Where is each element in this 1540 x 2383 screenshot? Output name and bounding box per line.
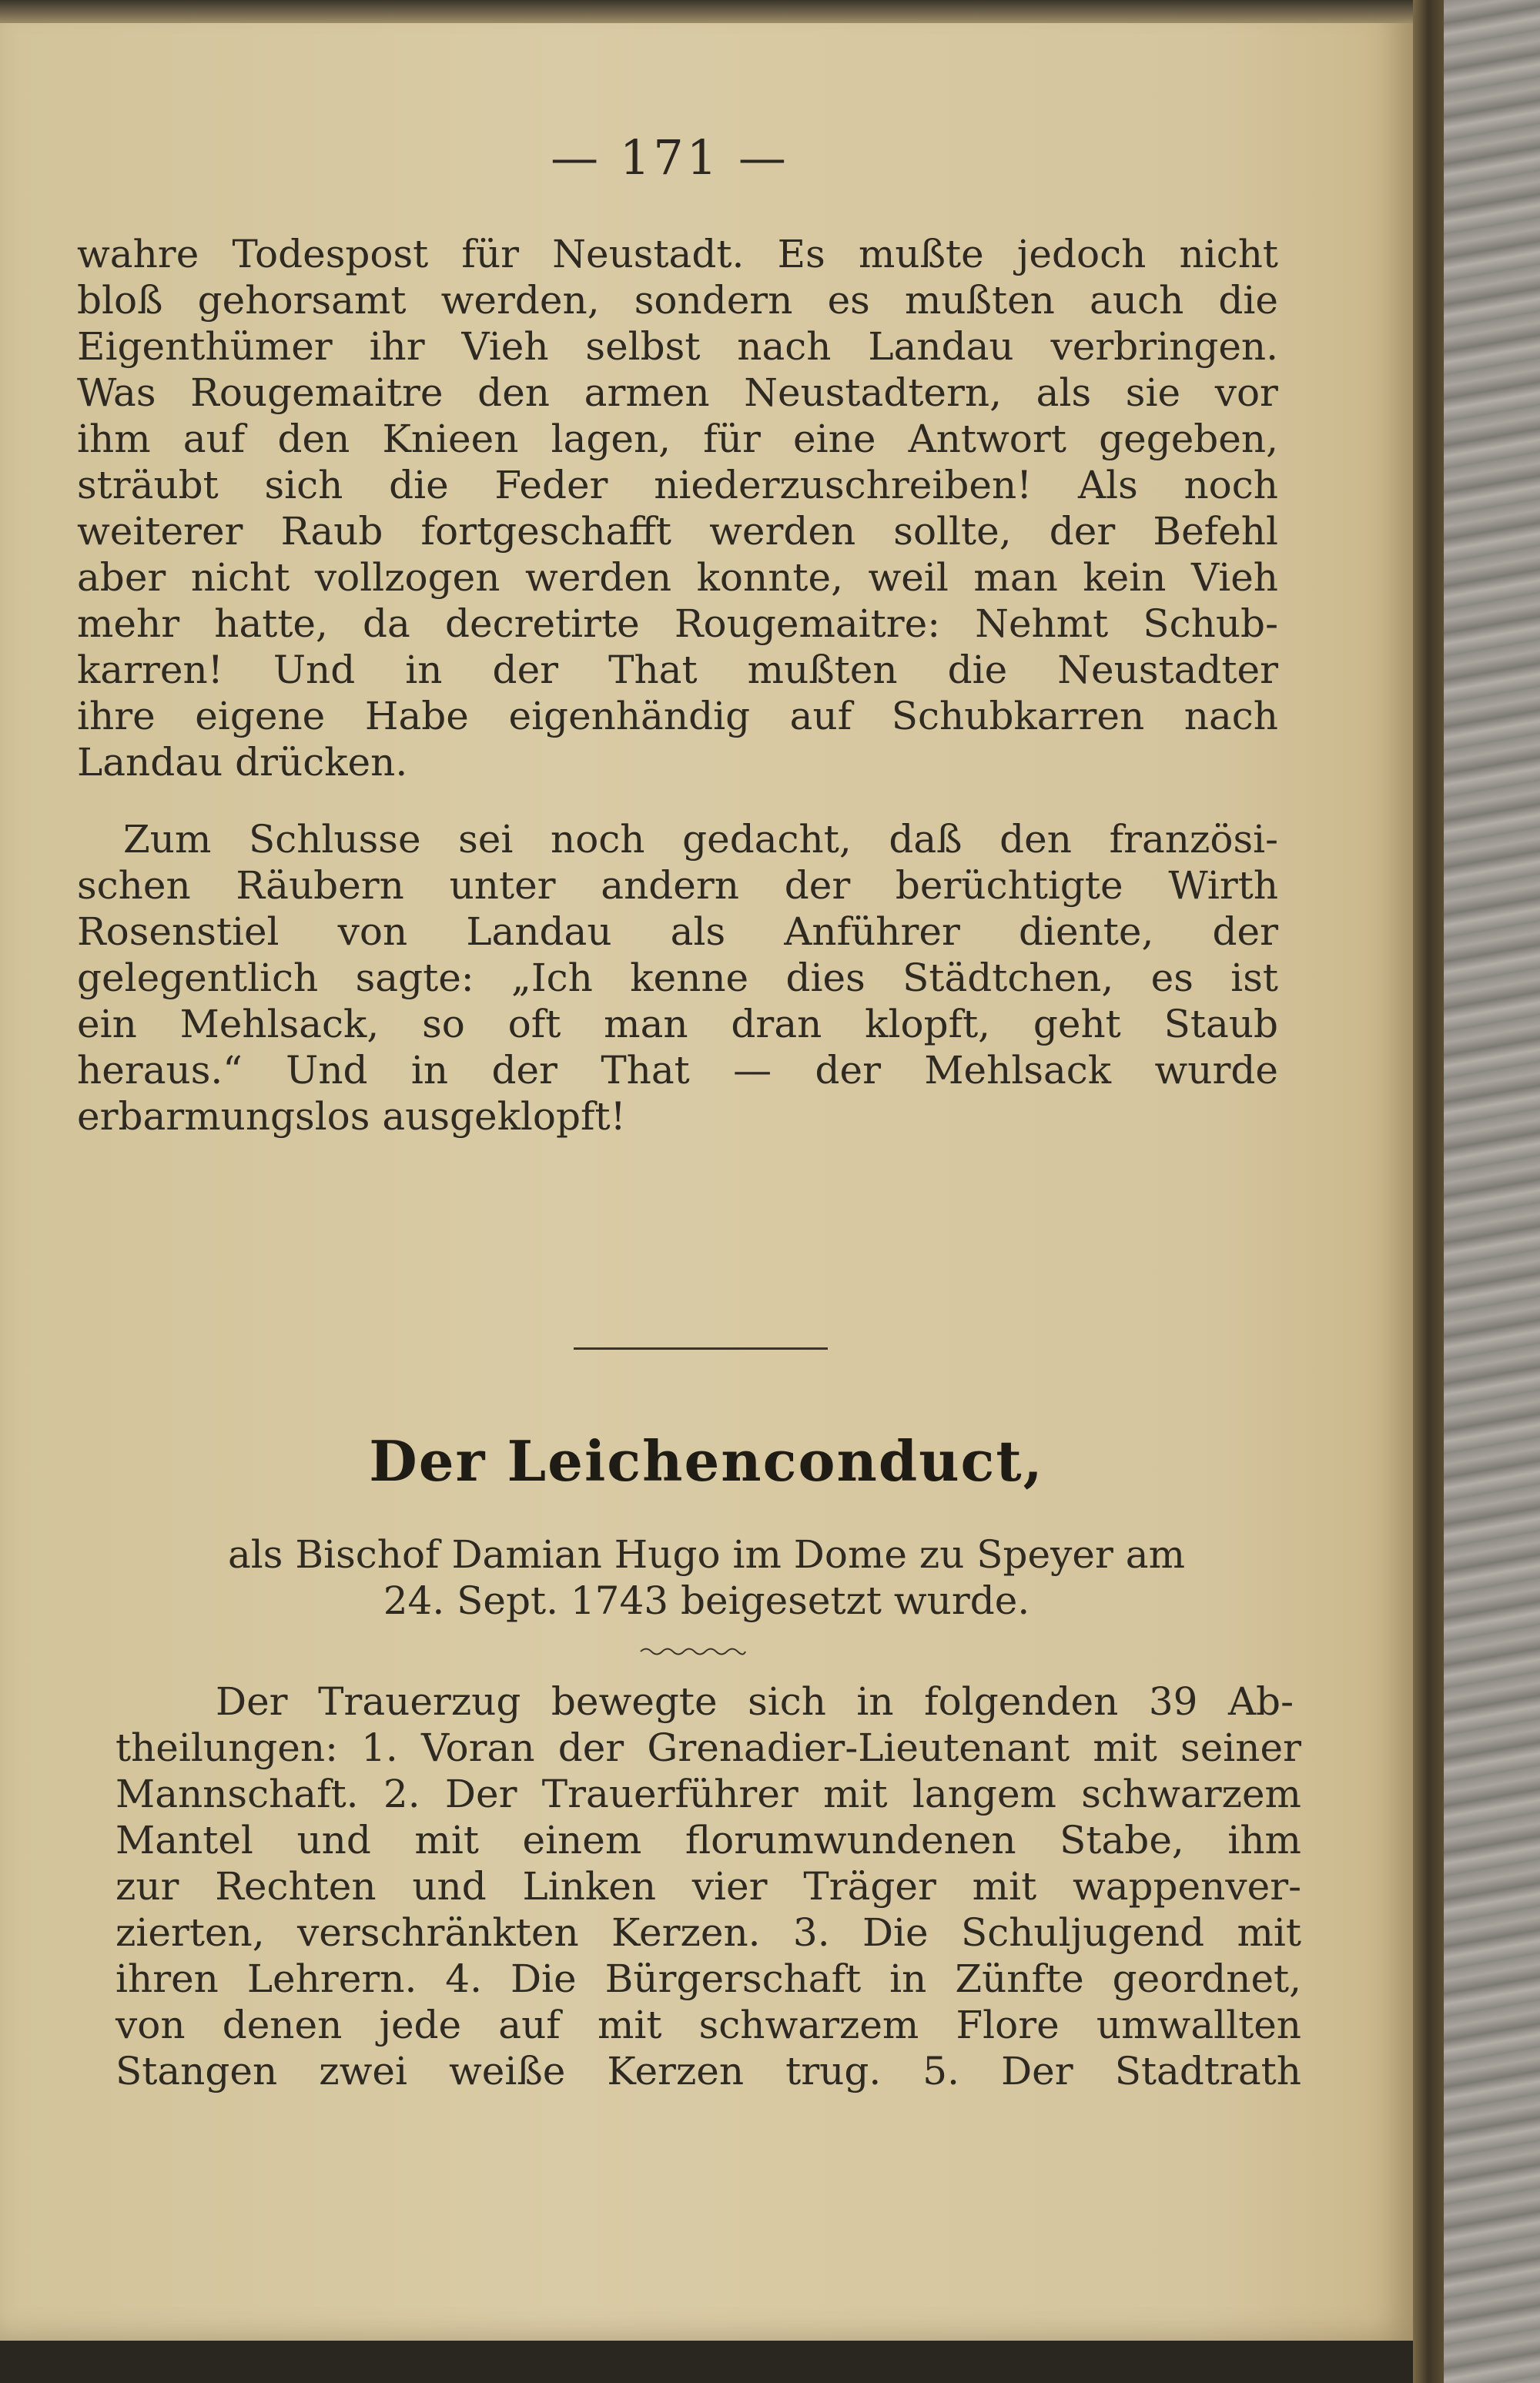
text-line: schen Räubern unter andern der berüchtigte Wirth <box>77 863 1279 908</box>
book-spine <box>1413 0 1444 2383</box>
text-line: aber nicht vollzogen werden konnte, weil man kein Vieh <box>77 555 1278 600</box>
text-line: mehr hatte, da decretirte Rougemaitre: Nehmt Schub- <box>77 601 1278 646</box>
text-line: wahre Todespost für Neustadt. Es mußte jedoch nicht <box>77 232 1279 276</box>
text-line: Rosenstiel von Landau als Anführer diente, der <box>77 909 1278 954</box>
page-number: — 171 — <box>551 129 789 186</box>
text-line: Mantel und mit einem florumwundenen Stabe, ihm <box>116 1818 1301 1863</box>
text-line: ihre eigene Habe eigenhändig auf Schubkarren nach <box>77 694 1278 738</box>
text-line: karren! Und in der That mußten die Neustadter <box>77 648 1278 692</box>
text-line: weiterer Raub fortgeschafft werden sollte, der Befehl <box>77 509 1278 554</box>
text-line: zur Rechten und Linken vier Träger mit wappenver- <box>116 1864 1301 1909</box>
text-line: erbarmungslos ausgeklopft! <box>77 1094 626 1139</box>
text-line: heraus.“ Und in der That — der Mehlsack wurde <box>77 1048 1278 1093</box>
text-line: ihren Lehrern. 4. Die Bürgerschaft in Zünfte geordnet, <box>116 1956 1302 2001</box>
section-divider <box>574 1347 828 1350</box>
book-cover-edge <box>1444 0 1540 2383</box>
text-line: Stangen zwei weiße Kerzen trug. 5. Der Stadtrath <box>116 2049 1301 2093</box>
section-title: Der Leichenconduct, <box>369 1428 1044 1494</box>
text-line: ihm auf den Knieen lagen, für eine Antwort gegeben, <box>77 417 1278 461</box>
section-subtitle-line: als Bischof Damian Hugo im Dome zu Speyer am <box>228 1532 1185 1577</box>
text-line: Der Trauerzug bewegte sich in folgenden 39 Ab- <box>216 1679 1294 1724</box>
text-line: ein Mehlsack, so oft man dran klopft, geht Staub <box>77 1002 1278 1046</box>
text-line: Zum Schlusse sei noch gedacht, daß den französi- <box>123 817 1278 862</box>
text-line: bloß gehorsamt werden, sondern es mußten auch die <box>77 278 1279 323</box>
page-top-edge <box>0 0 1413 23</box>
text-line: Landau drücken. <box>77 740 408 785</box>
text-line: sträubt sich die Feder niederzuschreiben! Als noch <box>77 463 1278 507</box>
text-line: Eigenthümer ihr Vieh selbst nach Landau verbringen. <box>77 324 1279 369</box>
text-line: gelegentlich sagte: „Ich kenne dies Städtchen, es ist <box>77 956 1279 1000</box>
text-line: theilungen: 1. Voran der Grenadier-Lieutenant mit seiner <box>116 1725 1301 1770</box>
text-line: Was Rougemaitre den armen Neustadtern, als sie vor <box>77 370 1278 415</box>
section-subtitle-line: 24. Sept. 1743 beigesetzt wurde. <box>383 1578 1030 1623</box>
text-line: von denen jede auf mit schwarzem Flore umwallten <box>116 2003 1302 2047</box>
text-line: Mannschaft. 2. Der Trauerführer mit langem schwarzem <box>116 1772 1301 1816</box>
page-bottom-edge <box>0 2341 1413 2383</box>
ornament-squiggle-icon <box>639 1645 747 1658</box>
text-line: zierten, verschränkten Kerzen. 3. Die Schuljugend mit <box>116 1910 1301 1955</box>
